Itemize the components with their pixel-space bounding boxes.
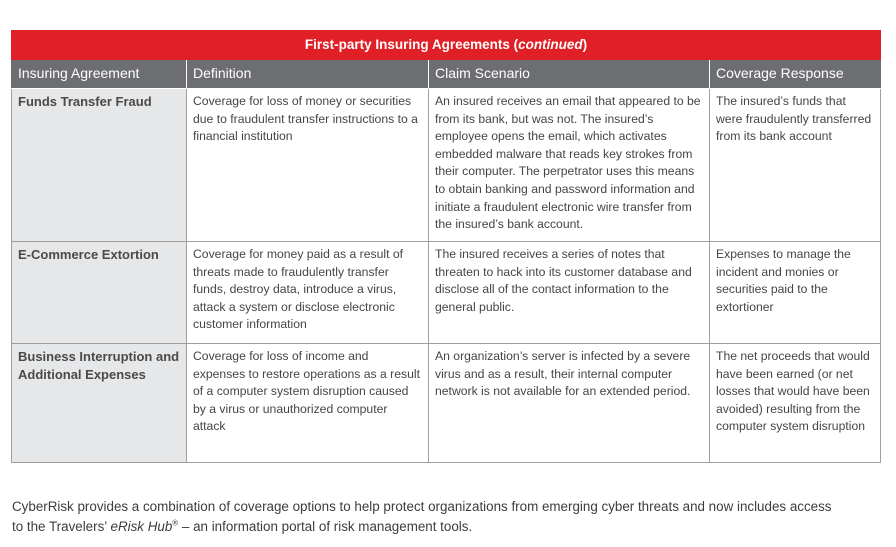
table-title-prefix: First-party Insuring Agreements ( xyxy=(304,37,519,53)
column-header-coverage-response: Coverage Response xyxy=(710,60,881,89)
table-row xyxy=(12,242,881,344)
table-header-row xyxy=(12,60,881,89)
row-coverage-response: The insured’s funds that were fraudulently transferred from its bank account xyxy=(710,89,881,242)
row-coverage-response: The net proceeds that would have been earned (or net losses that would have been avoided) resulting from the computer system disruption xyxy=(710,344,881,463)
row-agreement-name: E-Commerce Extortion xyxy=(12,242,187,344)
row-agreement-name: Business Interruption and Additional Expenses xyxy=(12,344,187,463)
row-definition: Coverage for loss of money or securities due to fraudulent transfer instructions to a financial institution xyxy=(187,89,429,242)
table-title xyxy=(12,31,881,60)
row-coverage-response: Expenses to manage the incident and monies or securities paid to the extortioner xyxy=(710,242,881,344)
row-definition: Coverage for loss of income and expenses to restore operations as a result of a computer system disruption caused by a virus or unauthorized computer attack xyxy=(187,344,429,463)
table-title-emphasis: continued xyxy=(518,37,583,53)
row-agreement-name: Funds Transfer Fraud xyxy=(12,89,187,242)
table-row xyxy=(12,344,881,463)
row-claim-scenario: An organization’s server is infected by a severe virus and as a result, their internal computer network is not available for an extended period. xyxy=(429,344,710,463)
footer-text-after: – an information portal of risk management tools. xyxy=(178,518,473,534)
footer-paragraph xyxy=(12,497,832,536)
coverage-table xyxy=(11,30,881,463)
row-claim-scenario: An insured receives an email that appeared to be from its bank, but was not. The insured’s employee opens the email, which activates embedded malware that reads key strokes from their computer. The perpetrator uses this means to obtain banking and password information and initiate a fraudulent electronic wire transfer from the insured’s bank account. xyxy=(429,89,710,242)
row-claim-scenario: The insured receives a series of notes that threaten to hack into its customer database and disclose all of the contact information to the general public. xyxy=(429,242,710,344)
column-header-claim-scenario: Claim Scenario xyxy=(429,60,710,89)
table-title-suffix: ) xyxy=(582,37,588,53)
registered-mark: ® xyxy=(172,518,179,528)
footer-text-before: CyberRisk provides a combination of coverage options to help protect organizations from emerging cyber threats and now includes access to the Travelers’ xyxy=(12,499,832,534)
table-row xyxy=(12,89,881,242)
column-header-definition: Definition xyxy=(187,60,429,89)
footer-product-name: eRisk Hub xyxy=(110,518,173,534)
column-header-insuring-agreement: Insuring Agreement xyxy=(12,60,187,89)
row-definition: Coverage for money paid as a result of threats made to fraudulently transfer funds, destroy data, introduce a virus, attack a system or disclose electronic customer information xyxy=(187,242,429,344)
